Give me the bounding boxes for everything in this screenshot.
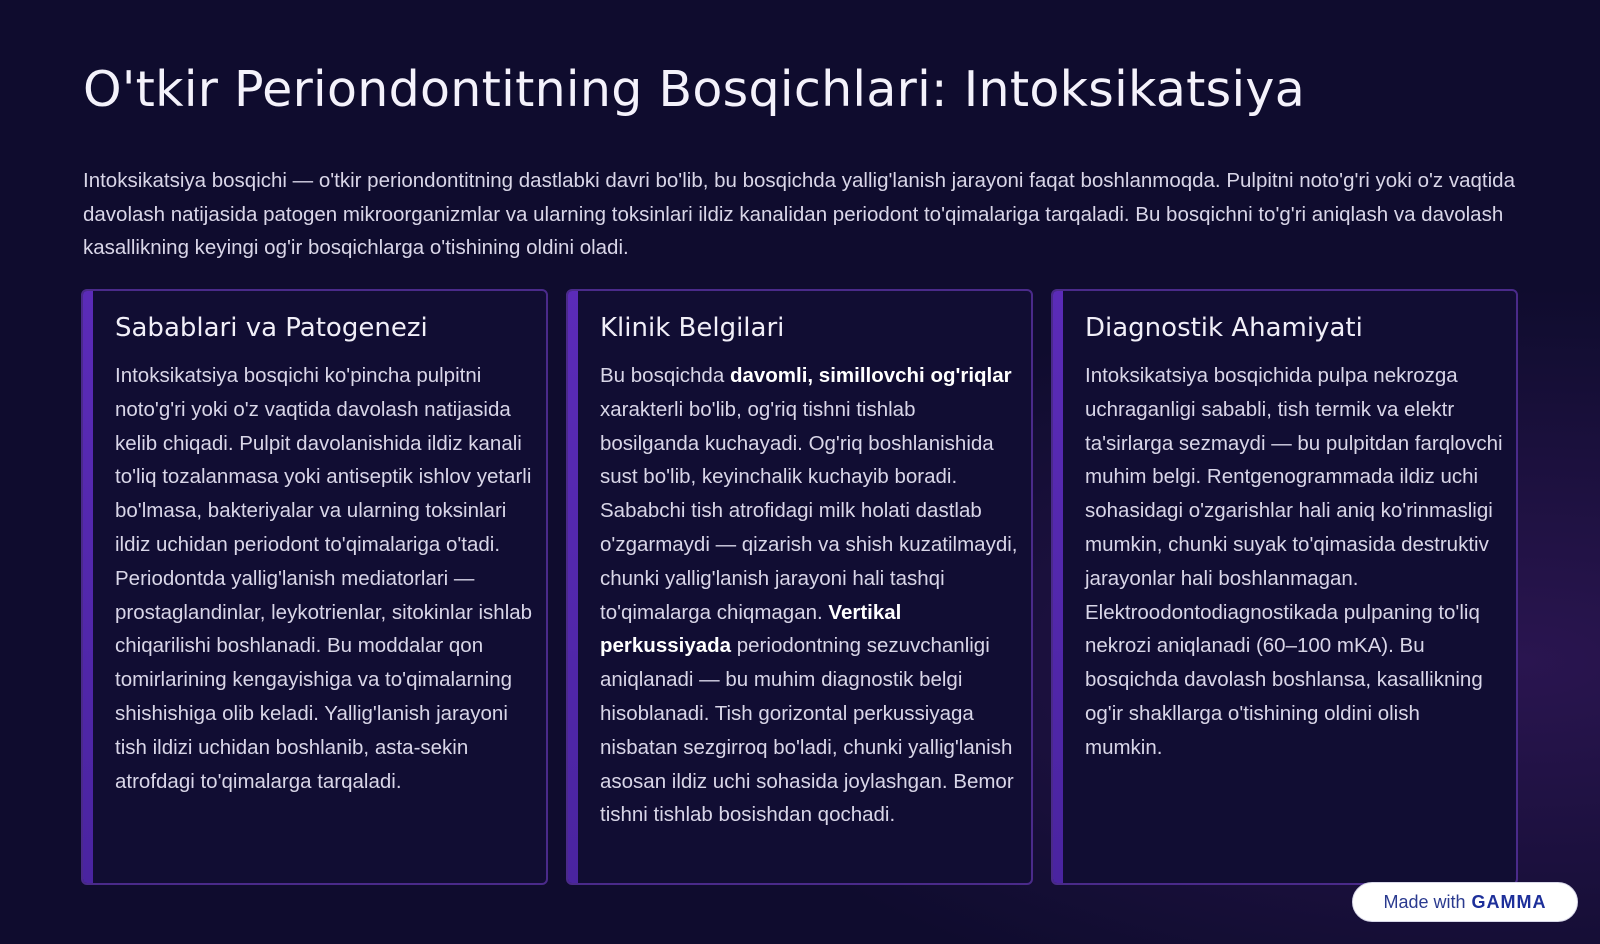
cards-row <box>81 289 1518 885</box>
text-segment: periodontning sezuvchanligi aniqlanadi — bu muhim diagnostik belgi hisoblanadi. Tish gorizontal perkussiyaga nisbatan sezgirroq bo'ladi, chunki yallig'lanish asosan ildiz uchi sohasida joylashgan. Bemor tishni tishlab bosishdan qochadi. <box>600 634 1014 827</box>
card-text <box>600 359 1018 832</box>
bold-text: davomli, simillovchi og'riqlar <box>729 364 1012 387</box>
card-title: Klinik Belgilari <box>600 313 785 343</box>
made-with-gamma-badge[interactable] <box>1352 882 1578 922</box>
card-causes <box>81 289 548 885</box>
page-title: O'tkir Periondontitning Bosqichlari: Intoksikatsiya <box>83 61 1306 118</box>
intro-paragraph: Intoksikatsiya bosqichi — o'tkir periondontitning dastlabki davri bo'lib, bu bosqichda yallig'lanish jarayoni faqat boshlanmoqda. Pulpitni noto'g'ri yoki o'z vaqtida davolash natijasida patogen mikroorganizmlar va ularning toksinlari ildiz kanalidan periodont to'qimalariga tarqaladi. Bu bosqichni to'g'ri aniqlash va davolash kasallikning keyingi og'ir bosqichlarga o'tishining oldini oladi. <box>83 169 1515 259</box>
text-segment: xarakterli bo'lib, og'riq tishni tishlab bosilganda kuchayadi. Og'riq boshlanishida sust bo'lib, keyinchalik kuchayib boradi. Sababchi tish atrofidagi milk holati dastlab o'zgarmaydi — qizarish va shish kuzatilmaydi, chunki yallig'lanish jarayoni hali tashqi to'qimalarga chiqmagan. <box>600 397 1018 624</box>
card-text: Intoksikatsiya bosqichi ko'pincha pulpitni noto'g'ri yoki o'z vaqtida davolash natijasida kelib chiqadi. Pulpit davolanishida ildiz kanali to'liq tozalanmasa yoki antiseptik ishlov yetarli bo'lmasa, bakteriyalar va ularning toksinlari ildiz uchidan periodont to'qimalariga o'tadi. Periodontda yallig'lanish mediatorlari — prostaglandinlar, leykotrienlar, sitokinlar ishlab chiqarilishi boshlanadi. Bu moddalar qon tomirlarining kengayishiga va to'qimalarning shishishiga olib keladi. Yallig'lanish jarayoni tish ildizi uchidan boshlanib, asta-sekin atrofdagi to'qimalarga tarqaladi. <box>115 364 533 793</box>
badge-prefix: Made with <box>1383 891 1466 912</box>
bold-text: Vertikal perkussiyada <box>600 600 902 658</box>
card-text: Intoksikatsiya bosqichida pulpa nekrozga uchraganligi sababli, tish termik va elektr ta'sirlarga sezmaydi — bu pulpitdan farqlovchi muhim belgi. Rentgenogrammada ildiz uchi sohasidagi o'zgarishlar hali aniq ko'rinmasligi mumkin, chunki suyak to'qimasida destruktiv jarayonlar hali boshlanmagan. Elektroodontodiagnostikada pulpaning to'liq nekrozi aniqlanadi (60–100 mKA). Bu bosqichda davolash boshlansa, kasallikning og'ir shakllarga o'tishining oldini olish mumkin. <box>1085 364 1503 759</box>
card-title: Sabablari va Patogenezi <box>115 313 428 343</box>
card-title: Diagnostik Ahamiyati <box>1085 313 1363 343</box>
text-segment: Bu bosqichda <box>600 364 730 387</box>
card-diagnostic <box>1051 289 1518 885</box>
gamma-logo: GAMMA <box>1471 891 1547 912</box>
card-clinical-signs <box>566 289 1033 885</box>
